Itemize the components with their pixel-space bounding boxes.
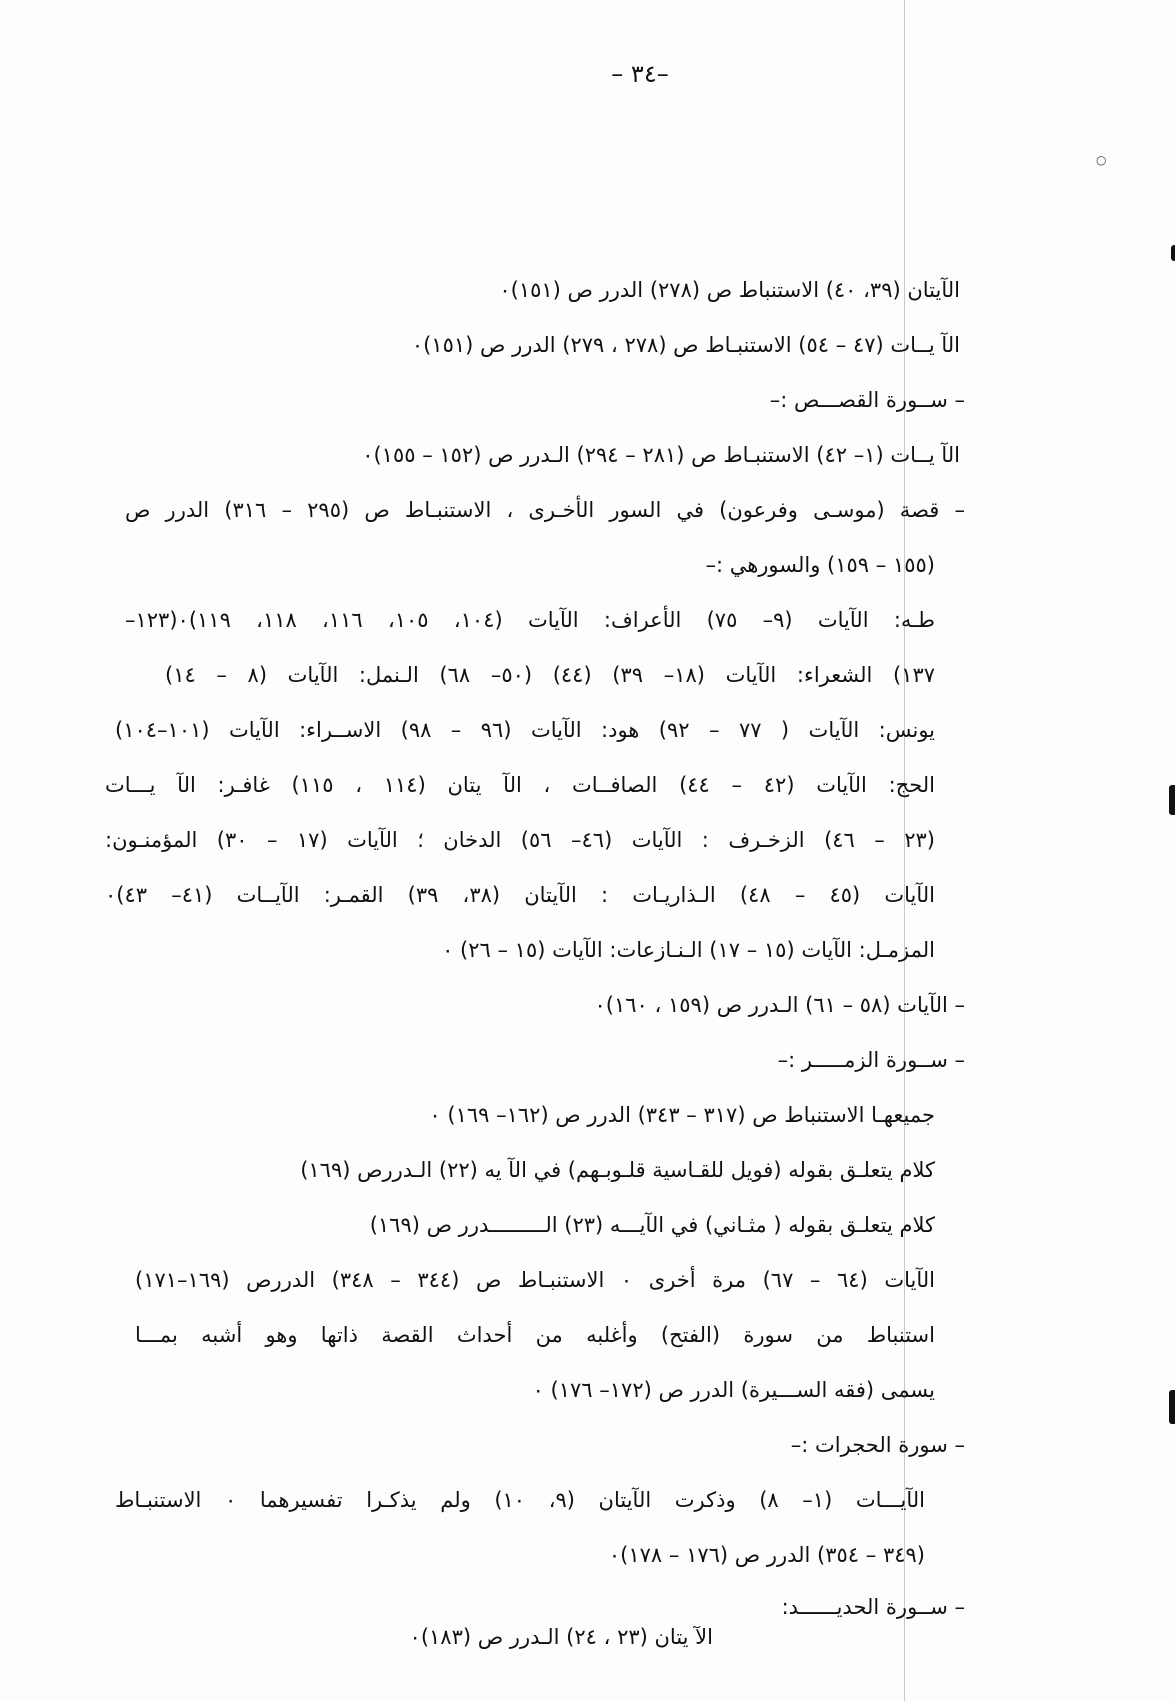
text-line: الآيات (٤٥ – ٤٨) الـذاريـات : الآيتان (٣٨، ٣٩) القمـر: الآيــات (٤١– ٤٣)٠	[105, 883, 936, 907]
text-line: كلام يتعلـق بقوله (فويل للقـاسية قلـوبـهم) في الآ يه (٢٢) الـدررص (١٦٩)	[300, 1158, 935, 1182]
section-heading: – ســورة الزمـــــر :–	[777, 1048, 965, 1072]
text-line: (٢٣ – ٤٦) الزخـرف : الآيات (٤٦– ٥٦) الدخان ؛ الآيات (١٧ – ٣٠) المؤمنـون:	[105, 828, 935, 852]
text-line: الآ يــات (٤٧ – ٥٤) الاستنبـاط ص (٢٧٨ ، ٢٧٩) الدرر ص (١٥١)٠	[411, 333, 960, 357]
section-heading: – ســورة الحديــــــد:	[781, 1595, 965, 1619]
text-line: الآ يــات (١– ٤٢) الاستنبـاط ص (٢٨١ – ٢٩٤) الـدرر ص (١٥٢ – ١٥٥)٠	[362, 443, 960, 467]
text-line: (٣٤٩ – ٣٥٤) الدرر ص (١٧٦ – ١٧٨)٠	[608, 1543, 925, 1567]
edge-blot-middle	[1169, 785, 1175, 815]
text-line: الآيـــات (١– ٨) وذكرت الآيتان (٩، ١٠) ولم يذكـرا تفسيرهما ٠ الاستنبـاط	[115, 1488, 925, 1512]
text-line: طـه: الآيات (٩– ٧٥) الأعراف: الآيات (١٠٤، ١٠٥، ١١٦، ١١٨، ١١٩)٠(١٢٣–	[125, 608, 936, 632]
text-line: استنباط من سورة (الفتح) وأغلبه من أحداث القصة ذاتها وهو أشبه بمـــا	[135, 1323, 935, 1347]
page-number: –٣٤ –	[611, 60, 669, 88]
text-line: الآيات (٦٤ – ٦٧) مرة أخرى ٠ الاستنبـاط ص (٣٤٤ – ٣٤٨) الدررص (١٦٩–١٧١)	[135, 1268, 935, 1292]
text-line: يونس: الآيات ( ٧٧ – ٩٢) هود: الآيات (٩٦ – ٩٨) الاســراء: الآيات (١٠١–١٠٤)	[115, 718, 936, 742]
text-line: جميعهـا الاستنباط ص (٣١٧ – ٣٤٣) الدرر ص (١٦٢– ١٦٩) ٠	[429, 1103, 935, 1127]
text-line: كلام يتعلـق بقوله ( مثـاني) في الآيـــه (٢٣) الـــــــــدرر ص (١٦٩)	[369, 1213, 935, 1237]
edge-blot-top	[1171, 245, 1175, 261]
text-line: الحج: الآيات (٤٢ – ٤٤) الصافــات ، الآ يتان (١١٤ ، ١١٥) غافـر: الآ يـــات	[105, 773, 935, 797]
section-heading: – سورة الحجرات :–	[790, 1433, 965, 1457]
text-line: – الآيات (٥٨ – ٦١) الـدرر ص (١٥٩ ، ١٦٠)٠	[594, 993, 965, 1017]
text-line: (١٥٥ – ١٥٩) والسورهي :–	[705, 553, 935, 577]
text-line: المزمـل: الآيات (١٥ – ١٧) الـنـازعات: الآيات (١٥ – ٢٦) ٠	[442, 938, 935, 962]
text-line: يسمى (فقه الســـيرة) الدرر ص (١٧٢– ١٧٦) ٠	[532, 1378, 935, 1402]
margin-circle-mark: ○	[1096, 153, 1107, 167]
text-line: الآيتان (٣٩، ٤٠) الاستنباط ص (٢٧٨) الدرر ص (١٥١)٠	[499, 278, 960, 302]
edge-blot-lower	[1169, 1390, 1175, 1424]
text-line: – قصة (موسـى وفرعون) في السور الأخـرى ، الاستنبـاط ص (٢٩٥ – ٣١٦) الدرر ص	[125, 498, 965, 522]
text-line: ١٣٧) الشعراء: الآيات (١٨– ٣٩) (٤٤) (٥٠– ٦٨) الـنمل: الآيات (٨ – ١٤)	[165, 663, 936, 687]
section-heading: – ســورة القصـــص :–	[769, 388, 965, 412]
text-line: الآ يتان (٢٣ ، ٢٤) الـدرر ص (١٨٣)٠	[409, 1625, 713, 1649]
